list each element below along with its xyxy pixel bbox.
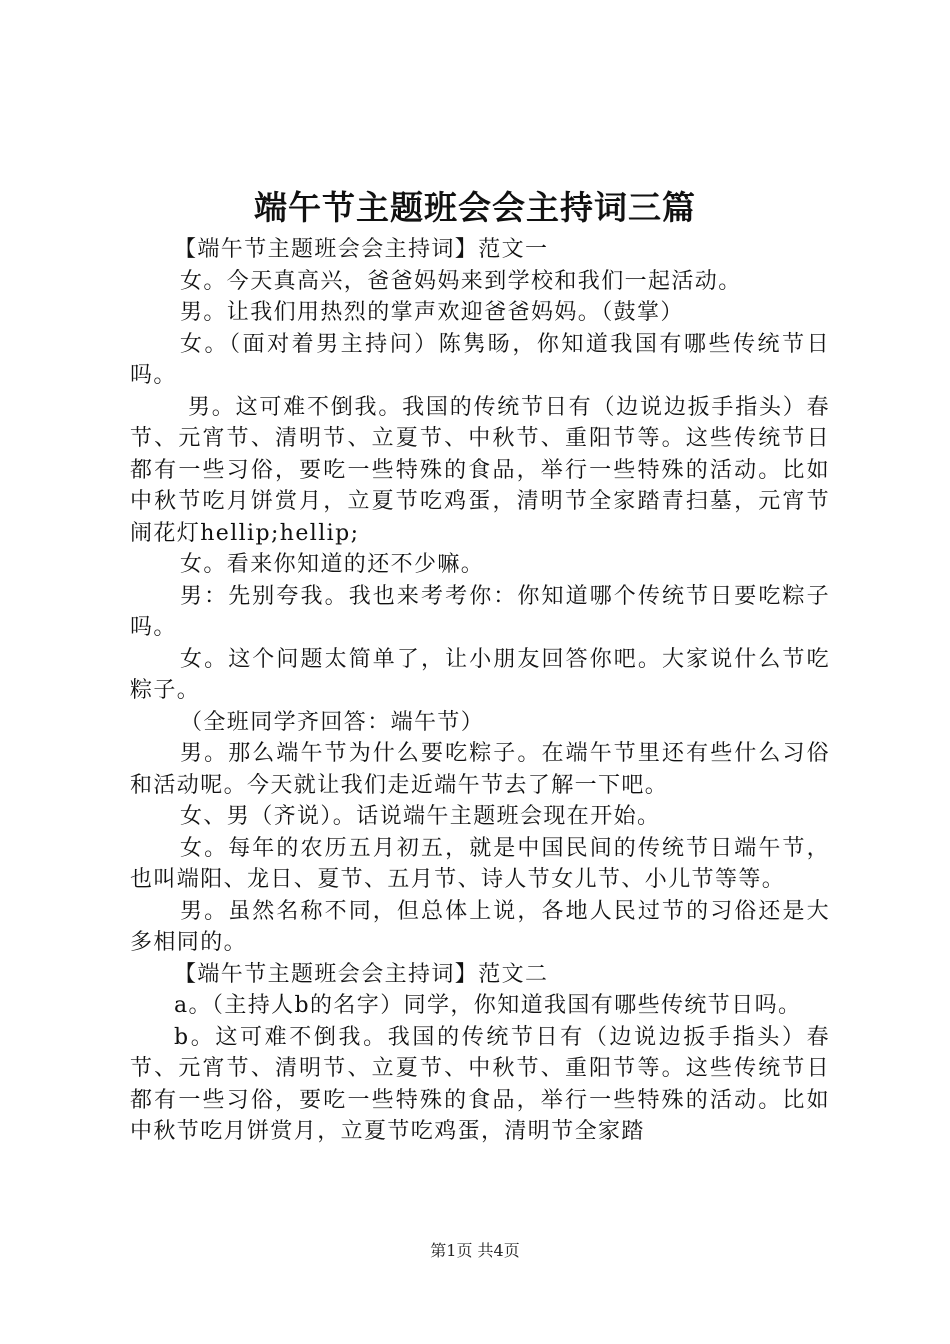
paragraph: 女、男（齐说）。话说端午主题班会现在开始。	[180, 804, 661, 829]
paragraph: 女。今天真高兴，爸爸妈妈来到学校和我们一起活动。	[180, 268, 742, 294]
paragraph: （全班同学齐回答：端午节）	[180, 709, 485, 735]
paragraph: 女。（面对着男主持问）陈隽旸，你知道我国有哪些传统节日吗。	[130, 331, 830, 388]
section-heading-1: 【端午节主题班会会主持词】范文一	[174, 237, 549, 262]
paragraph: 男：先别夸我。我也来考考你：你知道哪个传统节日要吃粽子吗。	[130, 583, 830, 640]
document-body	[130, 234, 830, 1148]
paragraph: 男。让我们用热烈的掌声欢迎爸爸妈妈。（鼓掌）	[180, 300, 684, 325]
section-heading-2: 【端午节主题班会会主持词】范文二	[174, 961, 549, 987]
paragraph: 女。看来你知道的还不少嘛。	[180, 552, 485, 577]
paragraph: 男。这可难不倒我。我国的传统节日有（边说边扳手指头）春节、元宵节、清明节、立夏节、中秋节、重阳节等。这些传统节日都有一些习俗，要吃一些特殊的食品，举行一些特殊的活动。比如中秋节吃月饼赏月，立夏节吃鸡蛋，清明节全家踏青扫墓，元宵节闹花灯hellip;hellip;	[130, 394, 830, 546]
paragraph: 女。每年的农历五月初五，就是中国民间的传统节日端午节，也叫端阳、龙日、夏节、五月节、诗人节女儿节、小儿节等等。	[130, 835, 830, 892]
paragraph: 男。虽然名称不同，但总体上说，各地人民过节的习俗还是大多相同的。	[130, 898, 830, 955]
paragraph: b。这可难不倒我。我国的传统节日有（边说边扳手指头）春节、元宵节、清明节、立夏节、中秋节、重阳节等。这些传统节日都有一些习俗，要吃一些特殊的食品，举行一些特殊的活动。比如中秋节吃月饼赏月，立夏节吃鸡蛋，清明节全家踏	[130, 1024, 830, 1144]
paragraph: 女。这个问题太简单了，让小朋友回答你吧。大家说什么节吃粽子。	[130, 646, 830, 703]
paragraph: 男。那么端午节为什么要吃粽子。在端午节里还有些什么习俗和活动呢。今天就让我们走近端午节去了解一下吧。	[130, 741, 830, 798]
page-number-footer: 第1页 共4页	[430, 1241, 520, 1260]
document-title: 端午节主题班会会主持词三篇	[254, 188, 696, 227]
paragraph: a。（主持人b的名字）同学，你知道我国有哪些传统节日吗。	[174, 993, 802, 1018]
